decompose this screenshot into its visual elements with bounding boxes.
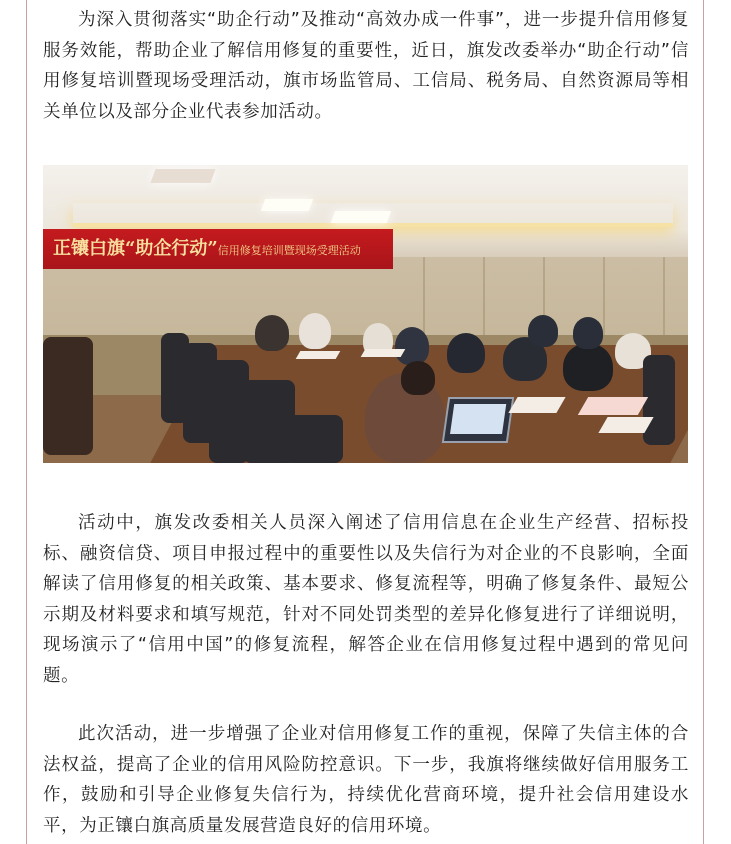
table-documents xyxy=(578,397,648,415)
article-paragraph-1: 为深入贯彻落实“助企行动”及推动“高效办成一件事”，进一步提升信用修复服务效能，帮助企业了解信用修复的重要性，近日，旗发改委举办“助企行动”信用修复培训暨现场受理活动，旗市场监管局、工信局、税务局、自然资源局等相关单位以及部分企业代表参加活动。 xyxy=(43,10,689,122)
presenter-head xyxy=(401,361,435,395)
attendee-figure xyxy=(299,313,331,349)
meeting-photo xyxy=(43,165,688,463)
article-paragraph-3: 此次活动，进一步增强了企业对信用修复工作的重视，保障了失信主体的合法权益，提高了企业的信用风险防控意识。下一步，我旗将继续做好信用服务工作，鼓励和引导企业修复失信行为，持续优化营商环境，提升社会信用建设水平，为正镶白旗高质量发展营造良好的信用环境。 xyxy=(43,724,689,836)
attendee-figure xyxy=(255,315,289,351)
chair xyxy=(283,415,343,463)
attendee-figure xyxy=(447,333,485,373)
table-documents xyxy=(508,397,565,413)
attendee-figure xyxy=(528,315,558,347)
article-paragraph-2: 活动中，旗发改委相关人员深入阐述了信用信息在企业生产经营、招标投标、融资信贷、项目申报过程中的重要性以及失信行为对企业的不良影响，全面解读了信用修复的相关政策、基本要求、修复流程等，明确了修复条件、最短公示期及材料要求和填写规范，针对不同处罚类型的差异化修复进行了详细说明，现场演示了“信用中国”的修复流程，解答企业在信用修复过程中遇到的常见问题。 xyxy=(43,513,689,686)
banner-title: 正镶白旗 xyxy=(53,238,125,259)
photo-banner xyxy=(43,229,393,269)
table-documents xyxy=(598,417,653,433)
attendee-figure xyxy=(573,317,603,349)
chair xyxy=(643,355,675,445)
chair xyxy=(43,337,93,455)
table-documents xyxy=(296,351,341,359)
table-documents xyxy=(361,349,406,357)
laptop xyxy=(442,397,514,443)
attendee-figure xyxy=(563,343,613,391)
attendee-figure xyxy=(395,327,429,365)
banner-highlight: “助企行动” xyxy=(125,238,218,259)
banner-subtitle: 信用修复培训暨现场受理活动 xyxy=(217,244,361,257)
